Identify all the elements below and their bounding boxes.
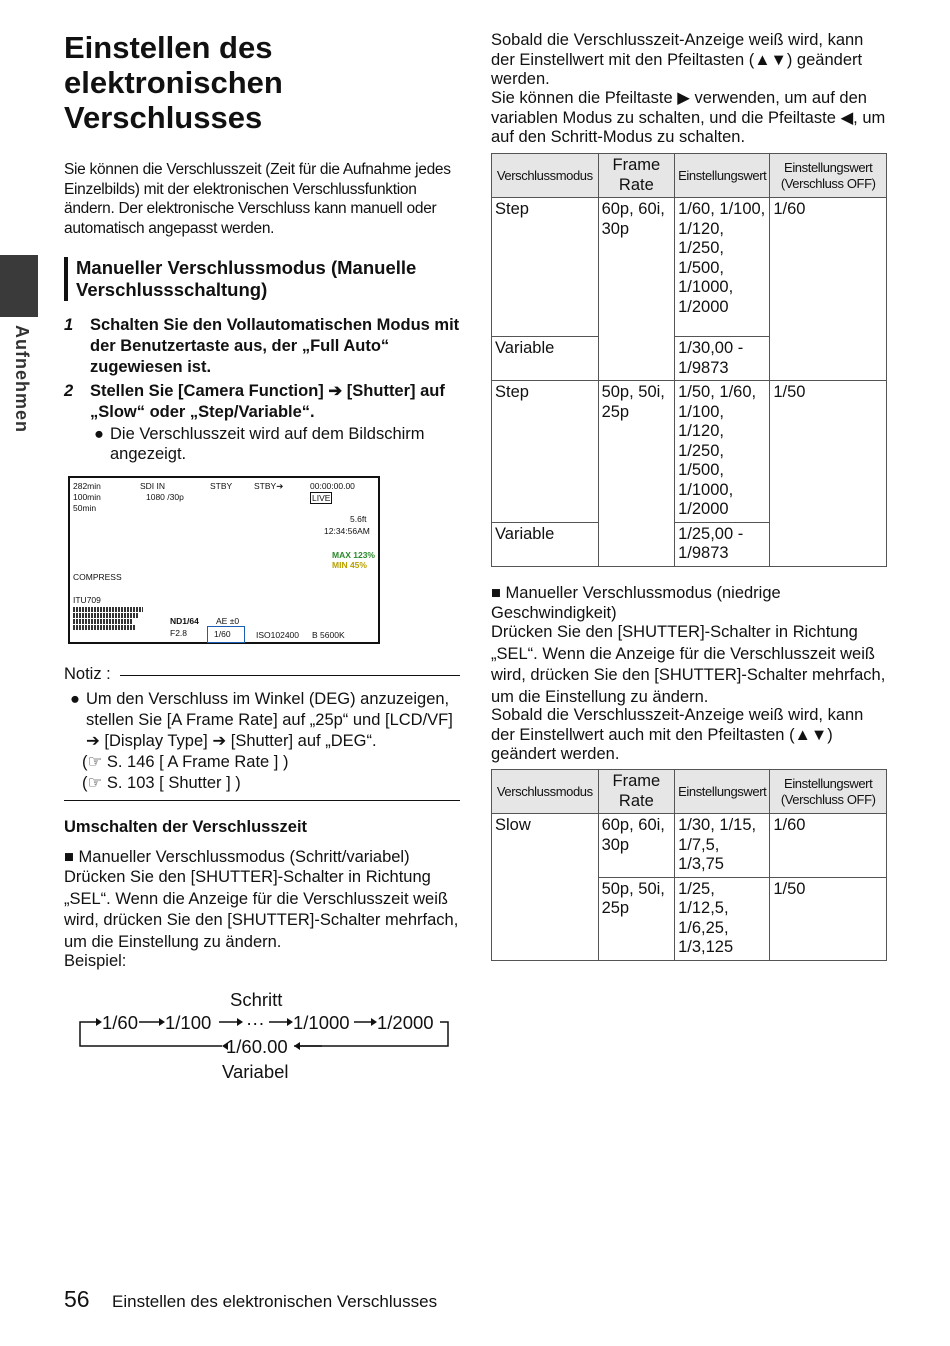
note-ref-frame-rate: (☞ S. 146 [ A Frame Rate ] ) xyxy=(82,752,289,771)
footer-title: Einstellen des elektronischen Verschlusses xyxy=(112,1292,438,1311)
step-text: Schalten Sie den Vollautomatischen Modus mit der Benutzertaste aus, der „Full Auto“ zugewiesen ist. xyxy=(90,316,460,376)
note-box xyxy=(64,664,460,801)
cell-values-off: 1/50 xyxy=(770,877,887,960)
shutter-value: 1/60 xyxy=(214,629,231,639)
diagram-step-label: Schritt xyxy=(230,989,283,1010)
white-balance: B 5600K xyxy=(312,630,345,640)
battery-indicator: 282min xyxy=(73,481,101,491)
cell-frame-rate: 60p, 60i, 30p xyxy=(598,814,675,878)
cell-values-off: 1/60 xyxy=(770,198,887,381)
iris-value: F2.8 xyxy=(170,628,188,638)
cell-frame-rate: 60p, 60i, 30p xyxy=(598,198,675,381)
video-format: 1080 /30p xyxy=(146,492,184,502)
col-header-setting-off: Einstellungswert (Verschluss OFF) xyxy=(770,770,887,814)
max-level: MAX 123% xyxy=(332,550,375,560)
stby-1: STBY xyxy=(210,481,233,491)
page-title: Einstellen des elektronischen Verschlusses xyxy=(64,30,283,135)
itu-label: ITU709 xyxy=(73,595,101,605)
intro-text: Sie können die Verschlusszeit (Zeit für die Aufnahme jedes Einzelbilds) mit der elektronischen Verschlussfunktion ändern. Der elektronische Verschluss kann manuell oder automatisch angepasst werden. xyxy=(64,161,451,237)
clock: 12:34:56AM xyxy=(324,526,370,536)
diagram-value: 1/2000 xyxy=(377,1012,434,1033)
cell-frame-rate: 50p, 50i, 25p xyxy=(598,381,675,567)
example-label: Beispiel: xyxy=(64,952,127,970)
note-ref-shutter: (☞ S. 103 [ Shutter ] ) xyxy=(82,773,241,792)
camera-screen xyxy=(68,476,380,644)
timecode: 00:00:00.00 xyxy=(310,481,355,491)
table-row xyxy=(492,198,887,337)
switch-heading: Umschalten der Verschlusszeit xyxy=(64,818,308,836)
cell-mode: Variable xyxy=(492,522,599,566)
diagram-value: 1/100 xyxy=(165,1012,212,1033)
note-label: Notiz : xyxy=(64,665,111,683)
table-row xyxy=(492,381,887,523)
side-tab-label: Aufnehmen xyxy=(12,325,32,433)
cell-mode: Step xyxy=(492,381,599,523)
cell-values: 1/25,00 - 1/9873 xyxy=(675,522,770,566)
step-bullet xyxy=(94,424,462,464)
diagram-variable-label: Variabel xyxy=(222,1061,289,1082)
col-header-frame-rate: Frame Rate xyxy=(598,770,675,814)
right-para-1: Sobald die Verschlusszeit-Anzeige weiß wird, kann der Einstellwert mit den Pfeiltasten (▲▼) geändert werden. xyxy=(491,31,864,88)
min-level: MIN 45% xyxy=(332,560,367,570)
slow-mode-text: Drücken Sie den [SHUTTER]-Schalter in Richtung „SEL“. Wenn die Anzeige für die Verschlusszeit weiß wird, drücken Sie den [SHUTTER]-Schalter mehrfach, um die Einstellung zu ändern. xyxy=(491,623,886,706)
bullet-dot: ● xyxy=(70,689,80,708)
diagram-ellipsis: ··· xyxy=(246,1012,265,1033)
table-row xyxy=(492,814,887,878)
switch-mode-label: ■ Manueller Verschlussmodus (Schritt/variabel) xyxy=(64,848,410,866)
step-bullet-text: Die Verschlusszeit wird auf dem Bildschirm angezeigt. xyxy=(110,425,425,463)
cell-values: 1/60, 1/100, 1/120, 1/250, 1/500, 1/1000, 1/2000 xyxy=(675,198,770,337)
diagram-value: 1/60 xyxy=(102,1012,139,1033)
shutter-cycle-diagram xyxy=(64,985,464,1095)
step-text: Stellen Sie [Camera Function] ➔ [Shutter] auf „Slow“ oder „Step/Variable“. xyxy=(90,382,445,421)
media-a-remaining: 100min xyxy=(73,492,101,502)
table-header-row xyxy=(492,770,887,814)
stby-2: STBY➔ xyxy=(254,481,284,491)
sdi-indicator: SDI IN xyxy=(140,481,166,491)
side-tab-marker xyxy=(0,255,38,317)
shutter-table-step-variable xyxy=(491,153,887,567)
compress-label: COMPRESS xyxy=(73,572,122,582)
note-rule-top xyxy=(120,675,460,676)
col-header-frame-rate: Frame Rate xyxy=(598,154,675,198)
switch-text: Drücken Sie den [SHUTTER]-Schalter in Richtung „SEL“. Wenn die Anzeige für die Verschlusszeit weiß wird, drücken Sie den [SHUTTER]-Schalter mehrfach, um die Einstellung zu ändern. xyxy=(64,868,459,951)
table-header-row xyxy=(492,154,887,198)
cell-values-off: 1/50 xyxy=(770,381,887,567)
page-number: 56 xyxy=(64,1286,90,1312)
col-header-mode: Verschlussmodus xyxy=(492,154,599,198)
cell-values: 1/25, 1/12,5, 1/6,25, 1/3,125 xyxy=(675,877,770,960)
note-bullet xyxy=(70,689,460,752)
diagram-value: 1/1000 xyxy=(293,1012,350,1033)
audio-meters xyxy=(73,606,157,636)
step-number: 1 xyxy=(64,316,74,334)
iso-value: ISO102400 xyxy=(256,630,300,640)
cell-mode: Slow xyxy=(492,814,599,961)
media-b-remaining: 50min xyxy=(73,503,97,513)
focus-distance: 5.6ft xyxy=(350,514,367,524)
live-badge: LIVE xyxy=(312,493,331,503)
section-heading: Manueller Verschlussmodus (Manuelle Verschlussschaltung) xyxy=(64,257,476,301)
col-header-setting: Einstellungswert xyxy=(675,770,770,814)
diagram-variable-value: 1/60.00 xyxy=(226,1036,288,1057)
shutter-table-slow xyxy=(491,769,887,961)
cell-mode: Step xyxy=(492,198,599,337)
col-header-setting-off: Einstellungswert (Verschluss OFF) xyxy=(770,154,887,198)
shutter-highlight xyxy=(207,626,245,643)
col-header-mode: Verschlussmodus xyxy=(492,770,599,814)
nd-filter: ND1/64 xyxy=(170,616,199,626)
ae-level: AE ±0 xyxy=(216,616,240,626)
cell-frame-rate: 50p, 50i, 25p xyxy=(598,877,675,960)
col-header-setting: Einstellungswert xyxy=(675,154,770,198)
cell-values: 1/50, 1/60, 1/100, 1/120, 1/250, 1/500, 1/1000, 1/2000 xyxy=(675,381,770,523)
cell-values-off: 1/60 xyxy=(770,814,887,878)
slow-mode-label: ■ Manueller Verschlussmodus (niedrige Geschwindigkeit) xyxy=(491,584,781,622)
step-1 xyxy=(64,315,462,378)
step-number: 2 xyxy=(64,382,74,400)
step-2 xyxy=(64,381,462,423)
slow-mode-text-2: Sobald die Verschlusszeit-Anzeige weiß wird, kann der Einstellwert auch mit den Pfeiltasten (▲▼) geändert werden. xyxy=(491,706,864,763)
note-rule-bottom xyxy=(64,800,460,801)
bullet-dot: ● xyxy=(94,425,104,443)
right-para-2: Sie können die Pfeiltaste ▶ verwenden, um auf den variablen Modus zu schalten, und die Pfeiltaste ◀, um auf den Schritt-Modus zu schalten. xyxy=(491,89,886,146)
cell-mode: Variable xyxy=(492,337,599,381)
note-bullet-text: Um den Verschluss im Winkel (DEG) anzuzeigen, stellen Sie [A Frame Rate] auf „25p“ und [LCD/VF] ➔ [Display Type] ➔ [Shutter] auf „DEG“. xyxy=(86,689,453,750)
cell-values: 1/30, 1/15, 1/7,5, 1/3,75 xyxy=(675,814,770,878)
cell-values: 1/30,00 - 1/9873 xyxy=(675,337,770,381)
